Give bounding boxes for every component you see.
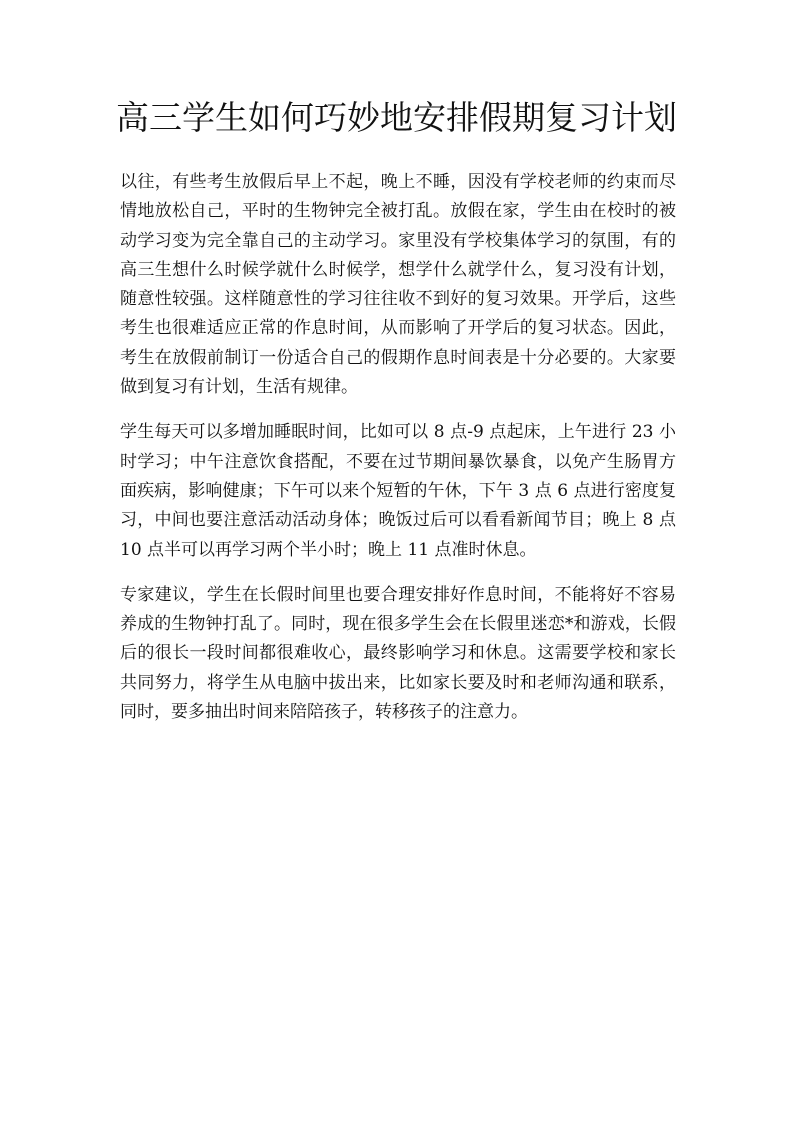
document-body <box>120 168 676 743</box>
paragraph-3: 专家建议，学生在长假时间里也要合理安排好作息时间，不能将好不容易养成的生物钟打乱了。同时，现在很多学生会在长假里迷恋*和游戏，长假后的很长一段时间都很难收心，最终影响学习和休息。这需要学校和家长共同努力，将学生从电脑中拔出来，比如家长要及时和老师沟通和联系，同时，要多抽出时间来陪陪孩子，转移孩子的注意力。 <box>120 584 676 723</box>
paragraph-2: 学生每天可以多增加睡眠时间，比如可以 8 点-9 点起床，上午进行 23 小时学习；中午注意饮食搭配，不要在过节期间暴饮暴食，以免产生肠胃方面疾病，影响健康；下午可以来个短暂的午休，下午 3 点 6 点进行密度复习，中间也要注意活动活动身体；晚饭过后可以看看新闻节目；晚上 8 点 10 点半可以再学习两个半小时；晚上 11 点准时休息。 <box>120 422 676 560</box>
document-title: 高三学生如何巧妙地安排假期复习计划 <box>116 98 677 137</box>
paragraph-1: 以往，有些考生放假后早上不起，晚上不睡，因没有学校老师的约束而尽情地放松自己，平时的生物钟完全被打乱。放假在家，学生由在校时的被动学习变为完全靠自己的主动学习。家里没有学校集体学习的氛围，有的高三生想什么时候学就什么时候学，想学什么就学什么，复习没有计划，随意性较强。这样随意性的学习往往收不到好的复习效果。开学后，这些考生也很难适应正常的作息时间，从而影响了开学后的复习状态。因此，考生在放假前制订一份适合自己的假期作息时间表是十分必要的。大家要做到复习有计划，生活有规律。 <box>120 172 676 398</box>
